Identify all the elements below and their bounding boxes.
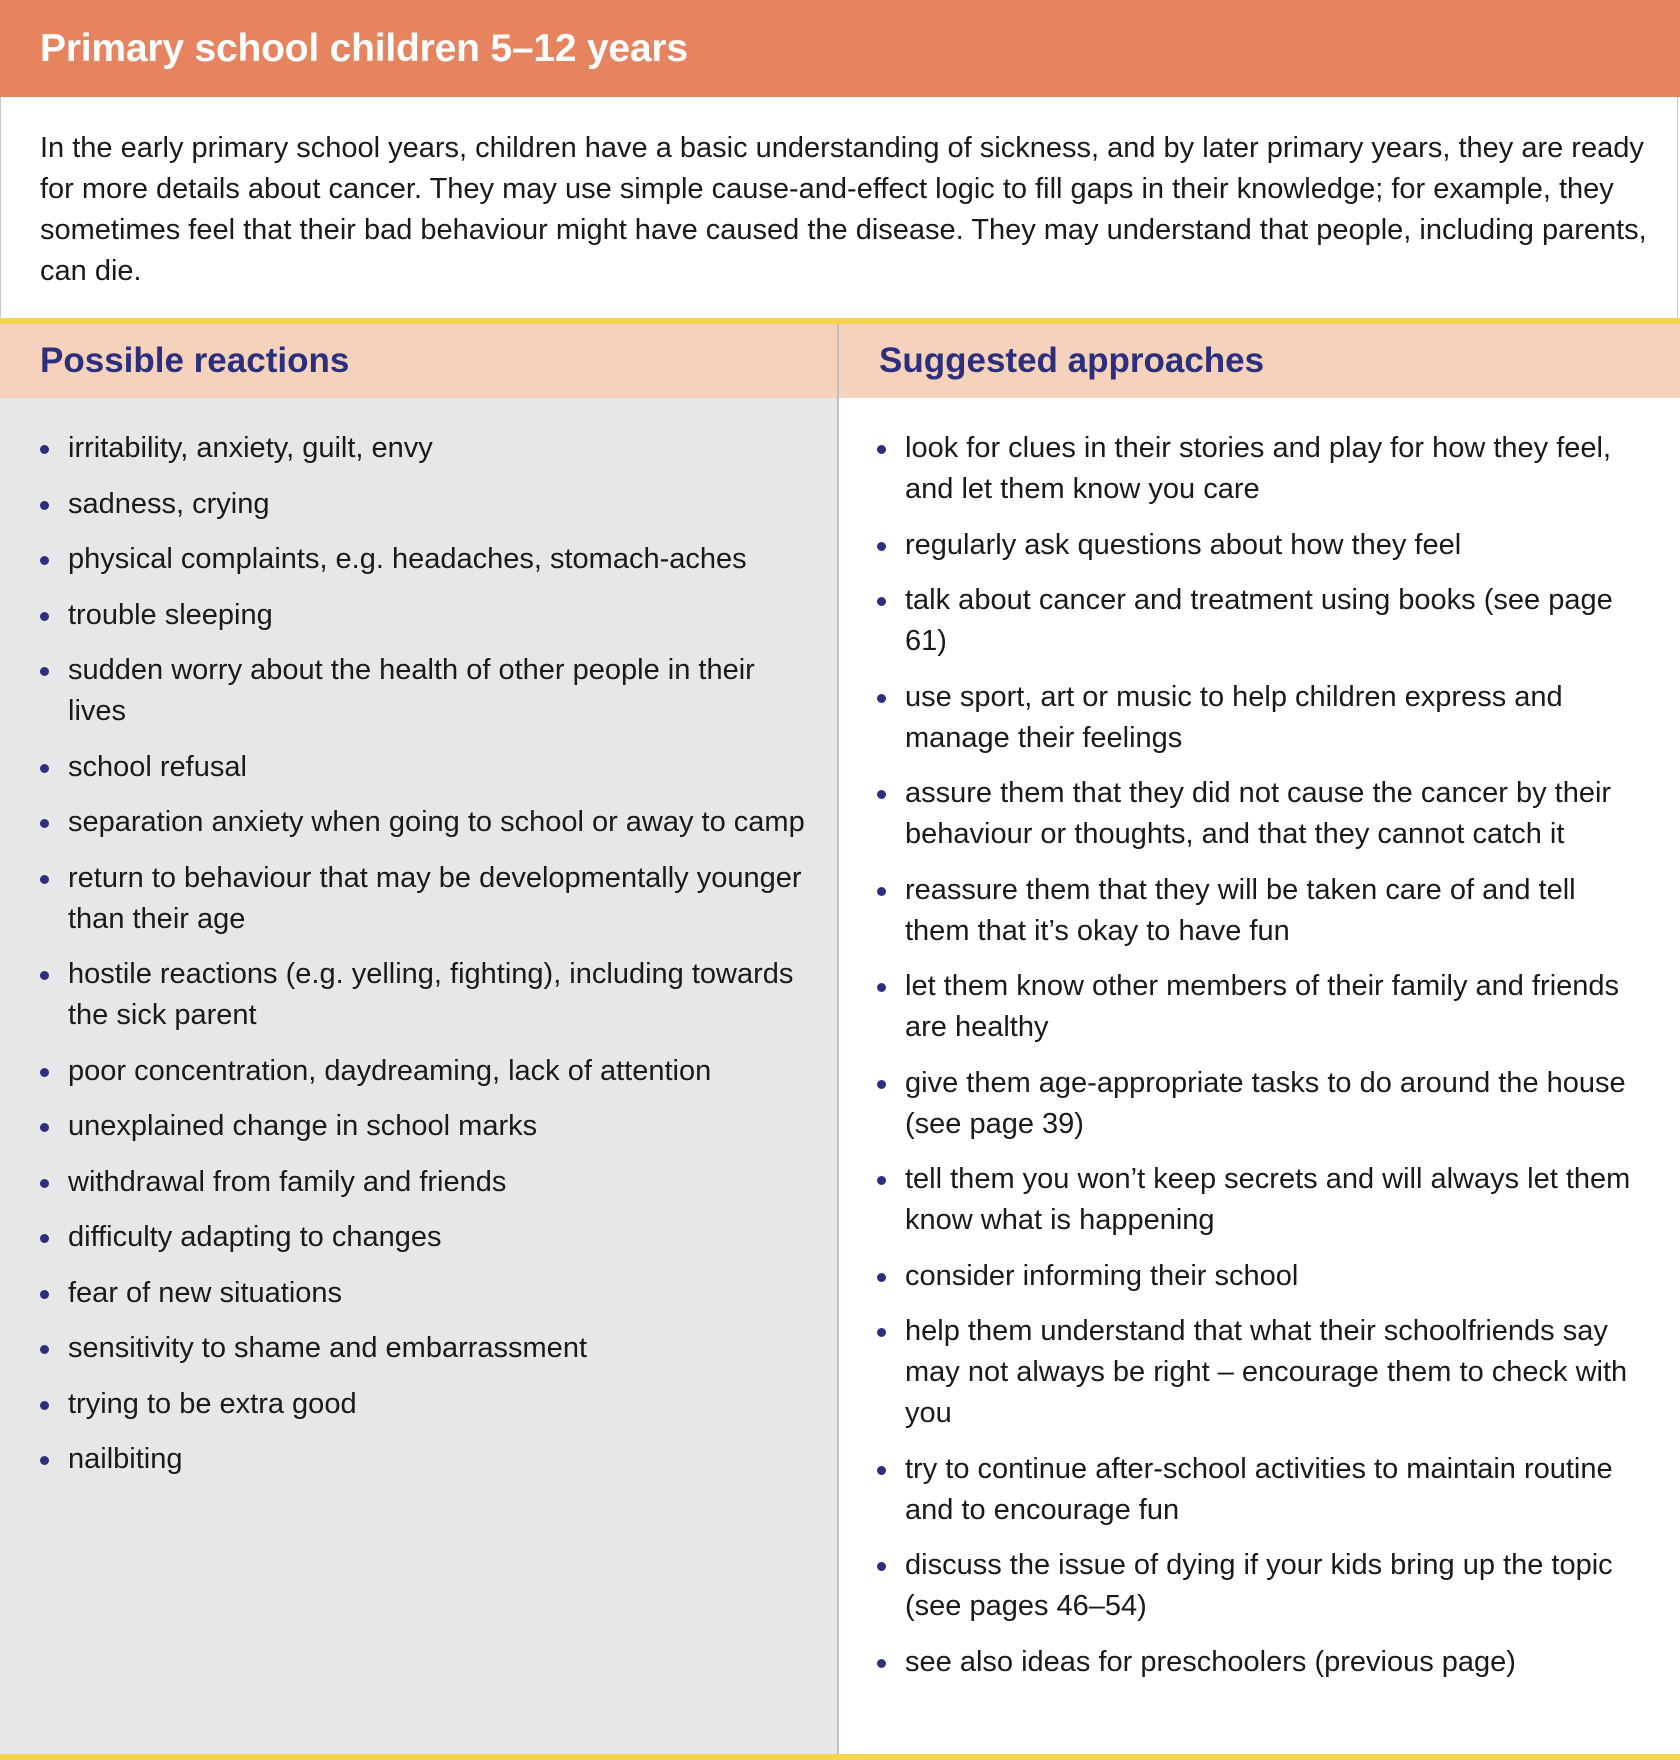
list-item: school refusal (40, 747, 820, 788)
list-item: help them understand that what their schoolfriends say may not always be right – encourage them to check with you (877, 1311, 1647, 1434)
list-item: sadness, crying (40, 484, 820, 525)
list-item: assure them that they did not cause the cancer by their behaviour or thoughts, and that they cannot catch it (877, 773, 1647, 855)
list-item: talk about cancer and treatment using books (see page 61) (877, 580, 1647, 662)
list-item: give them age-appropriate tasks to do around the house (see page 39) (877, 1063, 1647, 1145)
list-item: nailbiting (40, 1439, 820, 1480)
list-item: poor concentration, daydreaming, lack of attention (40, 1051, 820, 1092)
bottom-divider-rule (0, 1754, 1680, 1760)
list-item: trying to be extra good (40, 1384, 820, 1425)
list-item: fear of new situations (40, 1273, 820, 1314)
page-title: Primary school children 5–12 years (40, 27, 688, 70)
column-divider (837, 324, 839, 1760)
list-item: physical complaints, e.g. headaches, stomach-aches (40, 539, 820, 580)
title-bar (0, 0, 1680, 97)
list-item: withdrawal from family and friends (40, 1162, 820, 1203)
list-item: trouble sleeping (40, 595, 820, 636)
list-item: look for clues in their stories and play for how they feel, and let them know you care (877, 428, 1647, 510)
list-item: tell them you won’t keep secrets and will always let them know what is happening (877, 1159, 1647, 1241)
reactions-heading: Possible reactions (40, 341, 350, 380)
approaches-header (839, 324, 1680, 398)
list-item: regularly ask questions about how they feel (877, 525, 1647, 566)
approaches-list (877, 428, 1647, 1697)
intro-paragraph: In the early primary school years, children have a basic understanding of sickness, and by later primary years, they are ready for more details about cancer. They may use simple cause-and-effect logic to fill gaps in their knowledge; for example, they sometimes feel that their bad behaviour might have caused the disease. They may understand that people, including parents, can die. (40, 132, 1647, 287)
reactions-list (40, 428, 820, 1495)
list-item: use sport, art or music to help children express and manage their feelings (877, 677, 1647, 759)
list-item: try to continue after-school activities to maintain routine and to encourage fun (877, 1449, 1647, 1531)
list-item: let them know other members of their family and friends are healthy (877, 966, 1647, 1048)
list-item: irritability, anxiety, guilt, envy (40, 428, 820, 469)
list-item: difficulty adapting to changes (40, 1217, 820, 1258)
list-item: return to behaviour that may be developmentally younger than their age (40, 858, 820, 940)
list-item: hostile reactions (e.g. yelling, fighting), including towards the sick parent (40, 954, 820, 1036)
list-item: sensitivity to shame and embarrassment (40, 1328, 820, 1369)
approaches-heading: Suggested approaches (879, 341, 1265, 380)
list-item: consider informing their school (877, 1256, 1647, 1297)
list-item: unexplained change in school marks (40, 1106, 820, 1147)
list-item: separation anxiety when going to school or away to camp (40, 802, 820, 843)
list-item: see also ideas for preschoolers (previous page) (877, 1642, 1647, 1683)
reactions-header (0, 324, 837, 398)
list-item: sudden worry about the health of other people in their lives (40, 650, 820, 732)
list-item: reassure them that they will be taken care of and tell them that it’s okay to have fun (877, 870, 1647, 952)
list-item: discuss the issue of dying if your kids bring up the topic (see pages 46–54) (877, 1545, 1647, 1627)
